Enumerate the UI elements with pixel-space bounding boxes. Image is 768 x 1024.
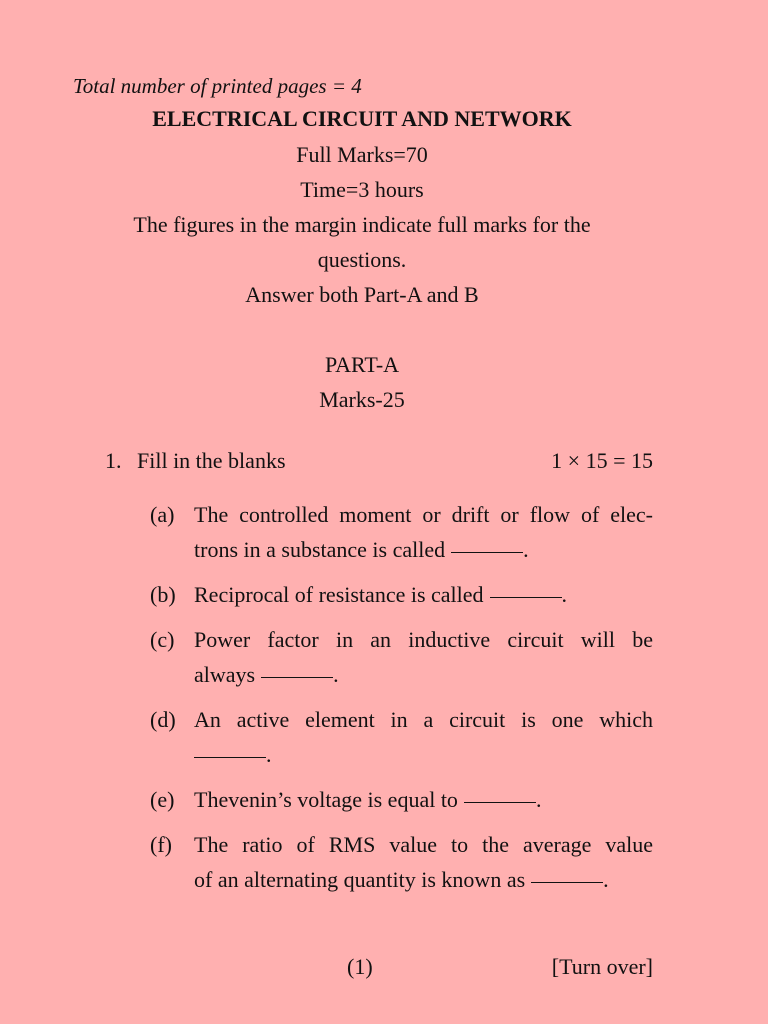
exam-time: Time=3 hours <box>300 177 424 202</box>
item-line: Reciprocal of resistance is called . <box>194 582 568 607</box>
item-label: (c) <box>150 627 175 652</box>
item-line: Thevenin’s voltage is equal to . <box>194 787 542 812</box>
item-line: of an alternating quantity is known as . <box>194 867 609 892</box>
list-item <box>150 702 653 772</box>
list-item <box>150 577 653 612</box>
item-line: The ratio of RMS value to the average value <box>194 832 653 857</box>
printed-pages-note: Total number of printed pages = 4 <box>73 74 362 98</box>
list-item <box>150 622 653 692</box>
answer-instruction: Answer both Part-A and B <box>245 282 479 307</box>
item-label: (e) <box>150 787 175 812</box>
instruction-line-1: The figures in the margin indicate full marks for the <box>133 212 591 237</box>
answer-blank <box>194 756 266 758</box>
item-label: (f) <box>150 832 172 857</box>
item-line: An active element in a circuit is one which <box>194 707 653 732</box>
page-number: (1) <box>347 954 373 979</box>
answer-blank <box>531 881 603 883</box>
answer-blank <box>451 551 523 553</box>
answer-blank <box>464 801 536 803</box>
item-label: (d) <box>150 707 176 732</box>
answer-blank <box>261 676 333 678</box>
item-label: (a) <box>150 502 175 527</box>
question-text: Fill in the blanks <box>137 448 286 473</box>
list-item <box>150 782 653 817</box>
question-marks: 1 × 15 = 15 <box>551 448 653 473</box>
item-label: (b) <box>150 582 176 607</box>
item-line: trons in a substance is called . <box>194 537 529 562</box>
exam-title: ELECTRICAL CIRCUIT AND NETWORK <box>152 106 572 131</box>
turn-over-note: [Turn over] <box>551 954 653 979</box>
question-number: 1. <box>105 448 122 473</box>
list-item <box>150 827 653 897</box>
item-line: always . <box>194 662 339 687</box>
item-line: . <box>194 737 653 772</box>
part-a-marks: Marks-25 <box>319 387 405 412</box>
item-line: Power factor in an inductive circuit will be <box>194 627 653 652</box>
full-marks: Full Marks=70 <box>296 142 428 167</box>
list-item <box>150 497 653 567</box>
answer-blank <box>490 596 562 598</box>
instruction-line-2: questions. <box>317 247 407 272</box>
part-a-heading: PART-A <box>324 352 400 377</box>
item-line: The controlled moment or drift or flow of elec- <box>194 502 653 527</box>
